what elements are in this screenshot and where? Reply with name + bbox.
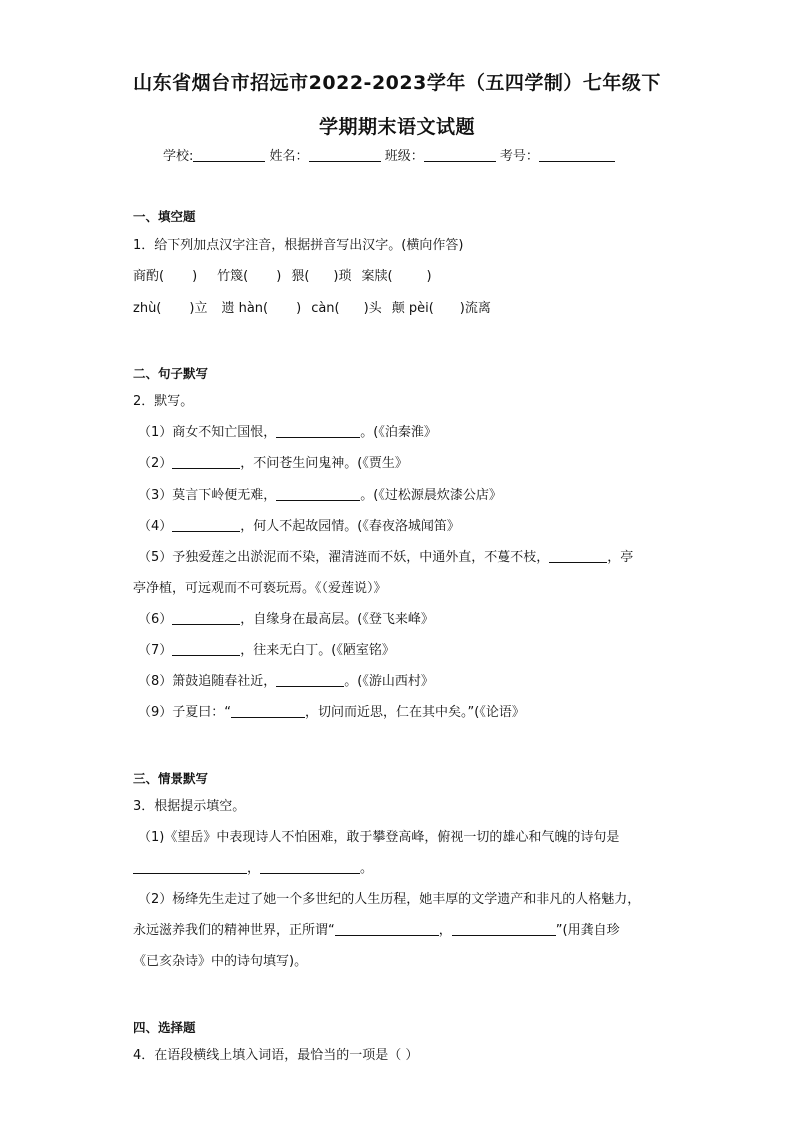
row2-item: )头 — [363, 301, 382, 316]
item-source: ，切问而近思，仁在其中矣。”(《论语》 — [305, 705, 525, 720]
row1-item: ) — [426, 269, 432, 284]
item-text: （9）子夏曰：“ — [138, 705, 232, 720]
answer-blank[interactable] — [260, 859, 360, 874]
row1-item: 竹篾( — [217, 269, 249, 284]
question-3: 3．根据提示填空。 — [133, 799, 246, 814]
question-2: 2．默写。 — [133, 394, 194, 409]
item-text: （4） — [138, 519, 173, 534]
recite-item-6 — [138, 608, 434, 627]
exam-title-line1: 山东省烟台市招远市2022-2023学年（五四学制）七年级下 — [133, 72, 661, 94]
section2-heading: 二、句子默写 — [133, 366, 209, 381]
item-text: 永远滋养我们的精神世界，正所谓“ — [133, 923, 335, 938]
name-blank[interactable] — [309, 147, 381, 162]
class-label: 班级： — [384, 149, 424, 164]
item-text: （1）商女不知亡国恨， — [138, 425, 277, 440]
exam-number-blank[interactable] — [539, 147, 615, 162]
item-source: 。(《游山西村》 — [344, 674, 434, 689]
item-source: 。(《过松源晨炊漆公店》 — [360, 488, 502, 503]
item-text: （6） — [138, 612, 173, 627]
item-source: ，何人不起故园情。(《春夜洛城闻笛》 — [240, 519, 460, 534]
row2-item: 遗 hàn( — [221, 301, 269, 316]
answer-blank[interactable] — [172, 610, 240, 625]
separator: 。 — [360, 861, 374, 876]
answer-blank[interactable] — [172, 517, 240, 532]
separator: ， — [438, 923, 452, 938]
row2-item: )流离 — [459, 301, 491, 316]
row1-item: 案牍( — [361, 269, 393, 284]
answer-blank[interactable] — [452, 921, 556, 936]
item-text: （3）莫言下岭便无难， — [138, 488, 277, 503]
recite-item-8 — [138, 670, 434, 689]
student-info-row — [163, 145, 615, 164]
answer-blank[interactable] — [549, 548, 607, 563]
answer-blank[interactable] — [231, 703, 305, 718]
row1-item: ) — [192, 269, 198, 284]
school-blank[interactable] — [193, 147, 265, 162]
item-text: （5）予独爱莲之出淤泥而不染，濯清涟而不妖，中通外直，不蔓不枝， — [138, 550, 550, 565]
row1-item: )琐 — [333, 269, 352, 284]
recite-item-3 — [138, 484, 502, 503]
answer-blank[interactable] — [276, 672, 344, 687]
row2-item: càn( — [311, 301, 340, 316]
question-1: 1．给下列加点汉字注音，根据拼音写出汉字。(横向作答) — [133, 238, 464, 253]
recite-item-2 — [138, 452, 408, 471]
exam-title-line2: 学期期末语文试题 — [318, 116, 475, 138]
item-source: ，往来无白丁。(《陋室铭》 — [240, 643, 395, 658]
scene-item-2-answers — [133, 919, 620, 938]
recite-item-1 — [138, 421, 437, 440]
row1-item: 猥( — [291, 269, 310, 284]
class-blank[interactable] — [424, 147, 496, 162]
answer-blank[interactable] — [276, 486, 360, 501]
scene-item-2: （2）杨绛先生走过了她一个多世纪的人生历程，她丰厚的文学遗产和非凡的人格魅力， — [138, 892, 641, 907]
school-label: 学校: — [163, 149, 194, 164]
pinyin-row-2 — [133, 297, 491, 316]
row1-item: ) — [276, 269, 282, 284]
item-source: ，亭 — [607, 550, 634, 565]
item-source: ”(用龚自珍 — [555, 923, 620, 938]
scene-item-1: （1)《望岳》中表现诗人不怕困难，敢于攀登高峰，俯视一切的雄心和气魄的诗句是 — [138, 830, 620, 845]
row1-item: 商酌( — [133, 269, 165, 284]
recite-item-5-cont — [133, 577, 387, 596]
pinyin-row-1 — [133, 265, 432, 284]
scene-item-2-cont: 《已亥杂诗》中的诗句填写)。 — [133, 954, 308, 969]
item-text: （7） — [138, 643, 173, 658]
item-text: （2） — [138, 456, 173, 471]
separator: ， — [247, 861, 261, 876]
name-label: 姓名： — [269, 149, 309, 164]
section1-heading: 一、填空题 — [133, 209, 196, 224]
item-text: 亭净植，可远观而不可亵玩焉。《（爱莲说）》 — [133, 581, 387, 596]
section4-heading: 四、选择题 — [133, 1020, 196, 1035]
row2-item: ) — [296, 301, 302, 316]
recite-item-4 — [138, 515, 460, 534]
row2-item: )立 — [189, 301, 208, 316]
row2-item: 颠 pèi( — [391, 301, 434, 316]
item-source: 。(《泊秦淮》 — [360, 425, 437, 440]
answer-blank[interactable] — [172, 641, 240, 656]
section3-heading: 三、情景默写 — [133, 771, 209, 786]
row2-item: zhù( — [133, 301, 162, 316]
item-source: ，自缘身在最高层。(《登飞来峰》 — [240, 612, 434, 627]
scene-item-1-answers — [133, 857, 373, 876]
recite-item-5 — [138, 546, 633, 565]
answer-blank[interactable] — [335, 921, 439, 936]
item-text: （8）箫鼓追随春社近， — [138, 674, 277, 689]
recite-item-9 — [138, 701, 525, 720]
exam-number-label: 考号： — [499, 149, 539, 164]
answer-blank[interactable] — [172, 454, 240, 469]
recite-item-7 — [138, 639, 395, 658]
answer-blank[interactable] — [276, 423, 360, 438]
answer-blank[interactable] — [133, 859, 247, 874]
question-4: 4．在语段横线上填入词语，最恰当的一项是（ ） — [133, 1048, 419, 1063]
item-source: ，不问苍生问鬼神。(《贾生》 — [240, 456, 408, 471]
